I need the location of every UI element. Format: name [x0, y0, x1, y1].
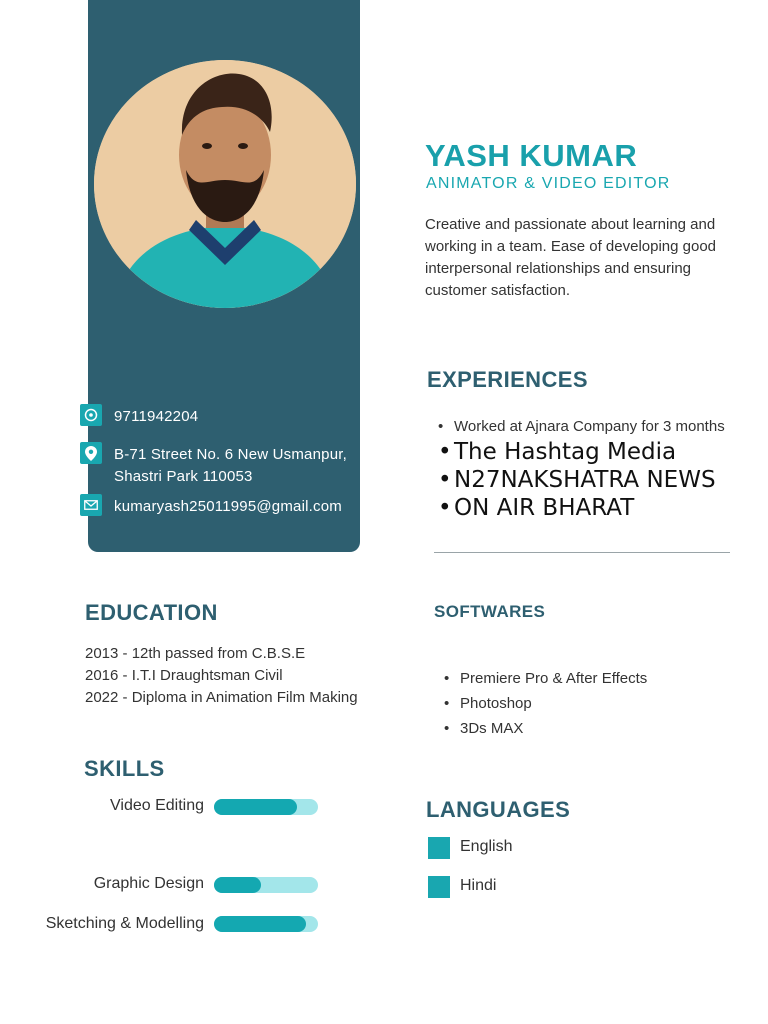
candidate-name: YASH KUMAR	[425, 138, 638, 173]
experience-item: • N27NAKSHATRA NEWS	[436, 466, 726, 494]
education-item: 2022 - Diploma in Animation Film Making	[85, 689, 358, 706]
skill-label: Graphic Design	[93, 875, 204, 892]
profile-summary: Creative and passionate about learning and working in a team. Ease of developing good interpersonal relationships and ensuring customer satisfaction.	[425, 216, 717, 299]
experience-item: • The Hashtag Media	[436, 438, 726, 466]
location-pin-icon	[80, 442, 102, 464]
skill-label: Sketching & Modelling	[45, 915, 204, 932]
language-marker	[428, 876, 450, 898]
skills-heading: SKILLS	[84, 756, 165, 781]
education-heading: EDUCATION	[85, 600, 218, 625]
language-label: Hindi	[460, 877, 497, 894]
skill-label: Video Editing	[110, 797, 204, 814]
education-list	[85, 643, 365, 709]
mail-icon	[80, 494, 102, 516]
software-item: • Premiere Pro & After Effects	[442, 666, 647, 691]
language-marker	[428, 837, 450, 859]
skill-bar	[214, 799, 318, 815]
experience-item: • ON AIR BHARAT	[436, 494, 726, 522]
softwares-heading: SOFTWARES	[434, 602, 546, 621]
skill-bar-fill	[214, 799, 297, 815]
skill-bar-fill	[214, 877, 261, 893]
profile-photo	[94, 60, 356, 308]
experiences-divider	[434, 552, 730, 553]
contact-address: B-71 Street No. 6 New Usmanpur, Shastri Park 110053	[114, 446, 347, 485]
skill-bar	[214, 916, 318, 932]
candidate-role: ANIMATOR & VIDEO EDITOR	[426, 175, 671, 192]
experiences-heading: EXPERIENCES	[427, 367, 588, 392]
experiences-list	[436, 416, 726, 522]
contact-email[interactable]: kumaryash25011995@gmail.com	[114, 498, 342, 515]
skill-bar	[214, 877, 318, 893]
software-item: • Photoshop	[442, 691, 647, 716]
whatsapp-icon	[80, 404, 102, 426]
skill-bar-fill	[214, 916, 306, 932]
experience-item: • Worked at Ajnara Company for 3 months	[436, 416, 726, 438]
softwares-list	[442, 666, 647, 741]
education-item: 2016 - I.T.I Draughtsman Civil	[85, 667, 283, 684]
language-label: English	[460, 838, 513, 855]
education-item: 2013 - 12th passed from C.B.S.E	[85, 645, 306, 662]
software-item: • 3Ds MAX	[442, 716, 647, 741]
contact-phone: 9711942204	[114, 408, 199, 425]
languages-heading: LANGUAGES	[426, 797, 571, 822]
